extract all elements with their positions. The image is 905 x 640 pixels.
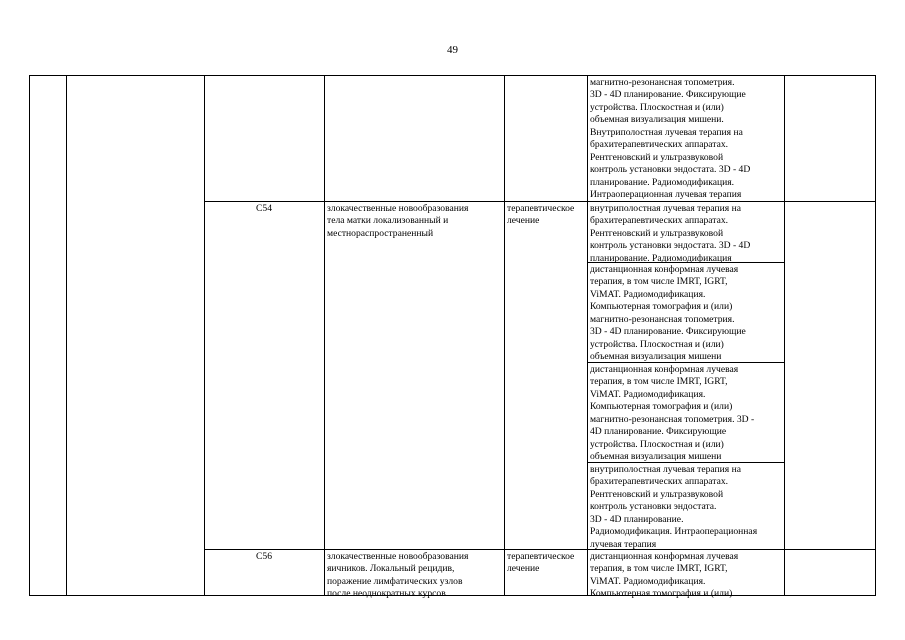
column-divider xyxy=(66,76,67,595)
page-number: 49 xyxy=(447,44,458,56)
method-cell: внутриполостная лучевая терапия на брахитерапевтических аппаратах. Рентгеновский и ультразвуковой контроль установки эндостата. 3D - 4D планирование. Радиомодификация xyxy=(590,203,751,264)
treatment-cell: терапевтическое лечение xyxy=(507,551,575,575)
code-cell: C54 xyxy=(256,203,272,214)
diagnosis-cell: злокачественные новообразования тела матки локализованный и местнораспространенный xyxy=(327,203,469,239)
diagnosis-cell: злокачественные новообразования яичников. Локальный рецидив, поражение лимфатических узлов после неоднократных курсов xyxy=(327,551,469,600)
column-divider xyxy=(324,76,325,595)
column-divider xyxy=(504,76,505,595)
column-divider xyxy=(204,76,205,595)
method-cell: магнитно-резонансная топометрия. 3D - 4D планирование. Фиксирующие устройства. Плоскостная и (или) объемная визуализация мишени. Внутриполостная лучевая терапия на брахитерапевтических аппаратах. Рентгеновский и ультразвуковой контроль установки эндостата. 3D - 4D планирование. Радиомодификация. Интраоперационная лучевая терапия xyxy=(590,77,751,201)
column-divider xyxy=(587,76,588,595)
treatment-cell: терапевтическое лечение xyxy=(507,203,575,227)
method-cell: дистанционная конформная лучевая терапия, в том числе IMRT, IGRT, ViMAT. Радиомодификация. Компьютерная томография и (или) магнитно-резонансная топометрия. 3D - 4D планирование. Фиксирующие устройства. Плоскостная и (или) объемная визуализация мишени xyxy=(590,364,755,463)
method-cell: внутриполостная лучевая терапия на брахитерапевтических аппаратах. Рентгеновский и ультразвуковой контроль установки эндостата. 3D - 4D планирование. Радиомодификация. Интраоперационная лучевая терапия xyxy=(590,464,758,550)
method-cell: дистанционная конформная лучевая терапия, в том числе IMRT, IGRT, ViMAT. Радиомодификация. Компьютерная томография и (или) xyxy=(590,551,739,600)
table xyxy=(29,75,876,600)
code-cell: C56 xyxy=(256,551,272,562)
method-cell: дистанционная конформная лучевая терапия, в том числе IMRT, IGRT, ViMAT. Радиомодификация. Компьютерная томография и (или) магнитно-резонансная топометрия. 3D - 4D планирование. Фиксирующие устройства. Плоскостная и (или) объемная визуализация мишени xyxy=(590,264,746,363)
column-divider xyxy=(784,76,785,595)
